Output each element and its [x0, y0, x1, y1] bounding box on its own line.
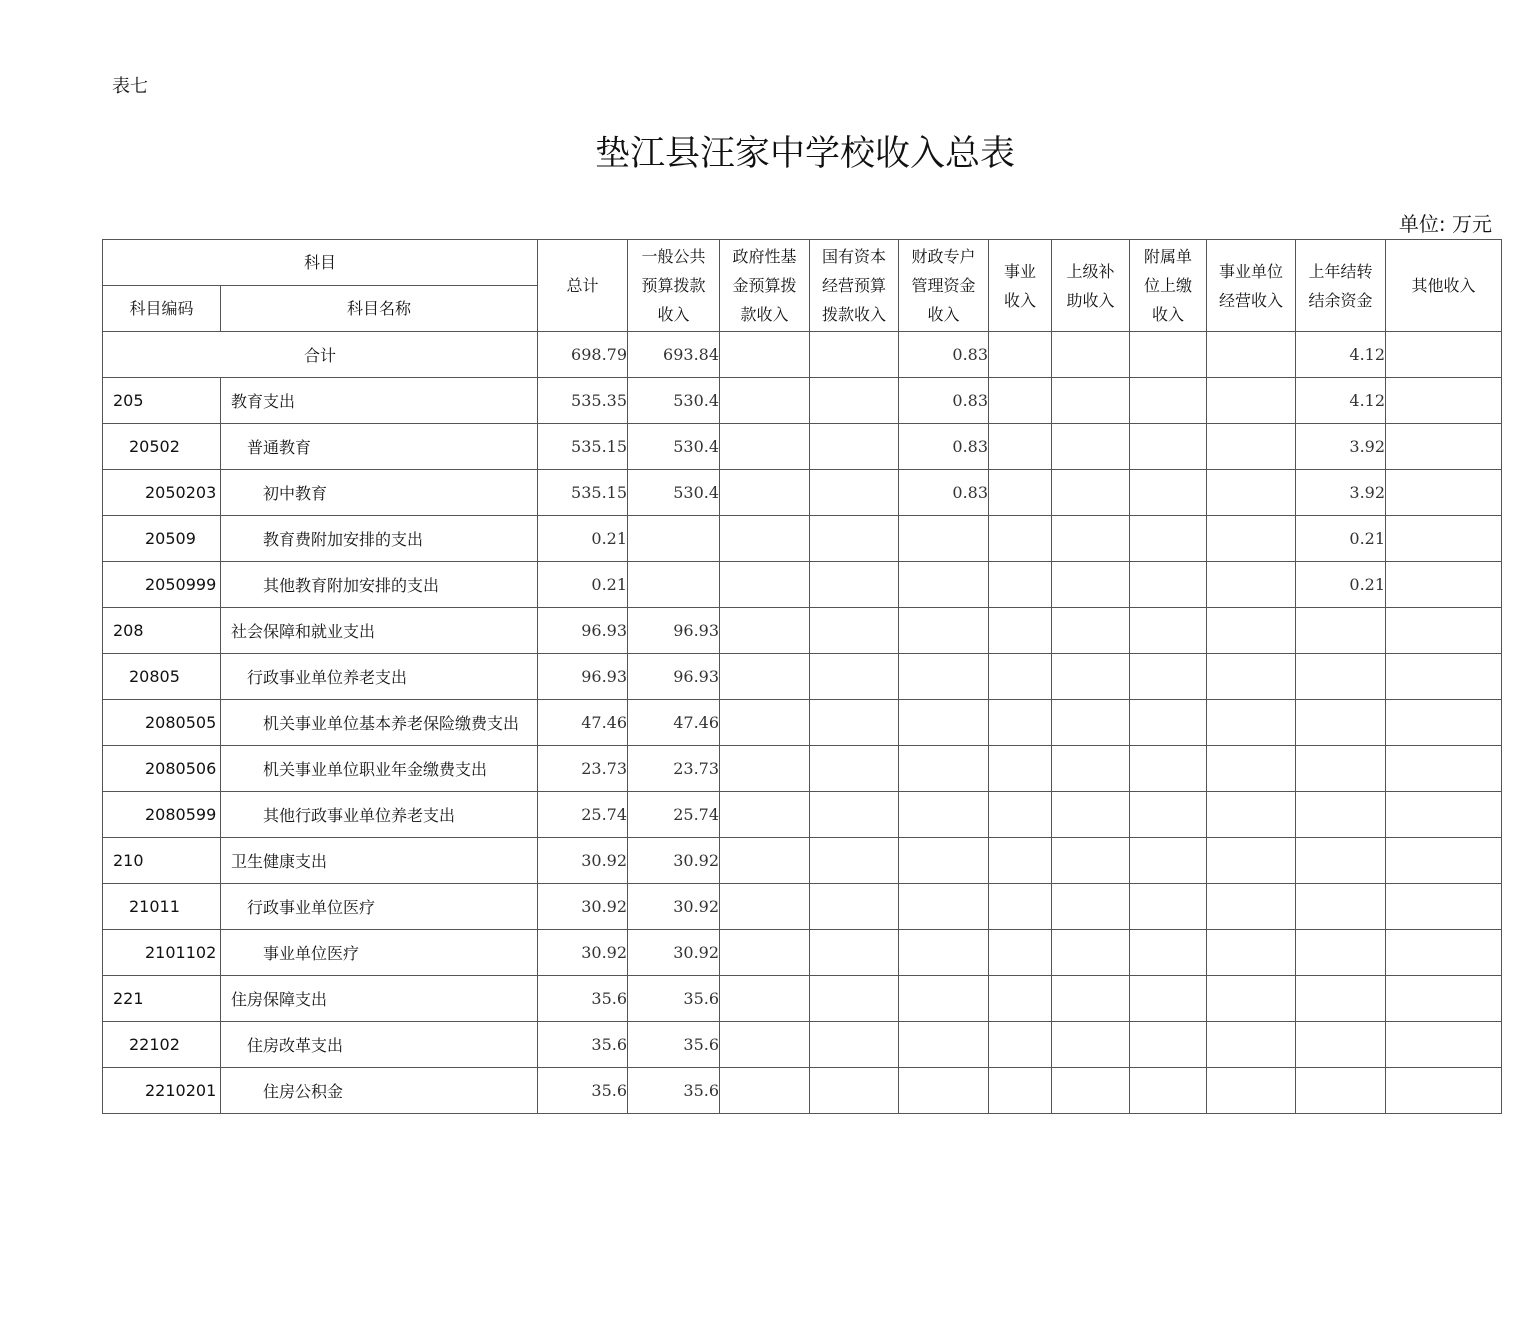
table-row [103, 470, 1502, 516]
cell-superior-subsidy [1052, 608, 1130, 654]
cell-affiliated-remit [1130, 516, 1207, 562]
unit-label: 单位: 万元 [1398, 212, 1492, 236]
header-line: 国有资本 [822, 247, 887, 266]
cell-subject-code: 210 [103, 838, 221, 884]
cell-general-public: 530.4 [628, 470, 720, 516]
cell-state-capital [810, 746, 899, 792]
cell-other-income [1386, 792, 1502, 838]
header-gov-fund-budget [720, 240, 810, 332]
cell-superior-subsidy [1052, 562, 1130, 608]
cell-fiscal-special: 0.83 [899, 378, 989, 424]
cell-business-income [989, 1022, 1052, 1068]
cell-total: 698.79 [538, 332, 628, 378]
cell-state-capital [810, 700, 899, 746]
cell-subject-name: 事业单位医疗 [221, 930, 538, 976]
cell-superior-subsidy [1052, 378, 1130, 424]
cell-unit-operating [1207, 654, 1296, 700]
cell-total: 30.92 [538, 930, 628, 976]
cell-fiscal-special [899, 792, 989, 838]
income-summary-table [102, 239, 1502, 1114]
cell-general-public [628, 562, 720, 608]
cell-subject-code: 221 [103, 976, 221, 1022]
cell-gov-fund [720, 746, 810, 792]
cell-fiscal-special: 0.83 [899, 470, 989, 516]
cell-total: 0.21 [538, 516, 628, 562]
header-line: 收入 [1004, 290, 1037, 310]
cell-affiliated-remit [1130, 608, 1207, 654]
header-line: 事业 [1004, 261, 1037, 281]
cell-general-public: 530.4 [628, 378, 720, 424]
cell-subject-code: 22102 [103, 1022, 221, 1068]
table-row [103, 378, 1502, 424]
table-row [103, 884, 1502, 930]
cell-carryover [1296, 884, 1386, 930]
cell-business-income [989, 838, 1052, 884]
header-state-capital-budget [810, 240, 899, 332]
cell-fiscal-special [899, 976, 989, 1022]
header-subject-name: 科目名称 [221, 286, 538, 332]
header-line: 金预算拨 [732, 276, 797, 295]
cell-affiliated-remit [1130, 378, 1207, 424]
cell-other-income [1386, 838, 1502, 884]
cell-total: 23.73 [538, 746, 628, 792]
cell-subject-code: 2080599 [103, 792, 221, 838]
cell-subject-code: 2080505 [103, 700, 221, 746]
cell-total: 535.15 [538, 470, 628, 516]
cell-gov-fund [720, 792, 810, 838]
cell-subject-name: 教育费附加安排的支出 [221, 516, 538, 562]
cell-subject-name: 卫生健康支出 [221, 838, 538, 884]
cell-fiscal-special: 0.83 [899, 424, 989, 470]
cell-affiliated-remit [1130, 424, 1207, 470]
cell-subject-code: 20805 [103, 654, 221, 700]
cell-other-income [1386, 332, 1502, 378]
cell-general-public: 35.6 [628, 976, 720, 1022]
cell-unit-operating [1207, 562, 1296, 608]
cell-business-income [989, 470, 1052, 516]
cell-carryover: 0.21 [1296, 562, 1386, 608]
cell-subject-code: 205 [103, 378, 221, 424]
cell-superior-subsidy [1052, 332, 1130, 378]
cell-total: 30.92 [538, 838, 628, 884]
cell-subject-name: 初中教育 [221, 470, 538, 516]
cell-state-capital [810, 562, 899, 608]
cell-unit-operating [1207, 930, 1296, 976]
cell-general-public: 693.84 [628, 332, 720, 378]
cell-business-income [989, 608, 1052, 654]
cell-carryover [1296, 976, 1386, 1022]
cell-carryover: 4.12 [1296, 378, 1386, 424]
cell-unit-operating [1207, 838, 1296, 884]
header-line: 拨款收入 [822, 305, 887, 324]
cell-subject-name: 住房改革支出 [221, 1022, 538, 1068]
cell-affiliated-remit [1130, 1068, 1207, 1114]
cell-fiscal-special [899, 608, 989, 654]
cell-gov-fund [720, 424, 810, 470]
cell-gov-fund [720, 976, 810, 1022]
cell-general-public: 530.4 [628, 424, 720, 470]
cell-subject-code: 2210201 [103, 1068, 221, 1114]
cell-fiscal-special [899, 1068, 989, 1114]
cell-subject-name: 机关事业单位基本养老保险缴费支出 [221, 700, 538, 746]
table-row [103, 792, 1502, 838]
cell-gov-fund [720, 470, 810, 516]
cell-general-public: 35.6 [628, 1022, 720, 1068]
cell-business-income [989, 746, 1052, 792]
cell-business-income [989, 884, 1052, 930]
cell-subject-name: 住房公积金 [221, 1068, 538, 1114]
header-line: 结余资金 [1308, 290, 1373, 310]
total-label: 合计 [103, 332, 538, 378]
cell-affiliated-remit [1130, 884, 1207, 930]
cell-subject-code: 2080506 [103, 746, 221, 792]
cell-unit-operating [1207, 332, 1296, 378]
table-row [103, 930, 1502, 976]
cell-subject-name: 其他教育附加安排的支出 [221, 562, 538, 608]
cell-gov-fund [720, 700, 810, 746]
cell-state-capital [810, 1068, 899, 1114]
cell-subject-code: 20502 [103, 424, 221, 470]
cell-gov-fund [720, 1022, 810, 1068]
cell-superior-subsidy [1052, 1068, 1130, 1114]
table-row [103, 1022, 1502, 1068]
cell-general-public: 47.46 [628, 700, 720, 746]
cell-superior-subsidy [1052, 654, 1130, 700]
cell-total: 25.74 [538, 792, 628, 838]
cell-fiscal-special [899, 700, 989, 746]
table-row [103, 654, 1502, 700]
header-other-income: 其他收入 [1386, 240, 1502, 332]
cell-state-capital [810, 884, 899, 930]
cell-other-income [1386, 1068, 1502, 1114]
cell-subject-name: 普通教育 [221, 424, 538, 470]
header-line: 款收入 [740, 305, 789, 324]
cell-carryover [1296, 700, 1386, 746]
cell-total: 96.93 [538, 608, 628, 654]
cell-state-capital [810, 930, 899, 976]
cell-subject-code: 21011 [103, 884, 221, 930]
cell-superior-subsidy [1052, 792, 1130, 838]
cell-fiscal-special [899, 838, 989, 884]
cell-other-income [1386, 516, 1502, 562]
cell-total: 47.46 [538, 700, 628, 746]
cell-state-capital [810, 976, 899, 1022]
table-row [103, 562, 1502, 608]
cell-affiliated-remit [1130, 1022, 1207, 1068]
header-total: 总计 [538, 240, 628, 332]
cell-superior-subsidy [1052, 930, 1130, 976]
cell-unit-operating [1207, 884, 1296, 930]
cell-affiliated-remit [1130, 930, 1207, 976]
cell-general-public [628, 516, 720, 562]
header-general-public-budget [628, 240, 720, 332]
cell-superior-subsidy [1052, 1022, 1130, 1068]
cell-affiliated-remit [1130, 654, 1207, 700]
cell-carryover [1296, 838, 1386, 884]
cell-carryover [1296, 1068, 1386, 1114]
header-affiliated-remittance [1130, 240, 1207, 332]
cell-other-income [1386, 700, 1502, 746]
cell-carryover: 3.92 [1296, 424, 1386, 470]
cell-state-capital [810, 654, 899, 700]
table-row [103, 1068, 1502, 1114]
cell-carryover [1296, 654, 1386, 700]
table-row [103, 424, 1502, 470]
cell-state-capital [810, 470, 899, 516]
cell-subject-name: 其他行政事业单位养老支出 [221, 792, 538, 838]
table-row [103, 516, 1502, 562]
cell-subject-code: 2101102 [103, 930, 221, 976]
cell-subject-name: 行政事业单位养老支出 [221, 654, 538, 700]
cell-affiliated-remit [1130, 746, 1207, 792]
header-line: 经营预算 [822, 276, 887, 295]
header-line: 一般公共 [641, 247, 706, 266]
cell-fiscal-special [899, 654, 989, 700]
cell-other-income [1386, 562, 1502, 608]
page-title: 垫江县汪家中学校收入总表 [594, 134, 1015, 174]
cell-subject-name: 机关事业单位职业年金缴费支出 [221, 746, 538, 792]
header-line: 经营收入 [1219, 290, 1284, 310]
cell-unit-operating [1207, 700, 1296, 746]
header-line: 收入 [657, 305, 690, 324]
cell-business-income [989, 930, 1052, 976]
cell-state-capital [810, 378, 899, 424]
cell-subject-name: 社会保障和就业支出 [221, 608, 538, 654]
cell-carryover [1296, 792, 1386, 838]
cell-other-income [1386, 1022, 1502, 1068]
cell-total: 35.6 [538, 1022, 628, 1068]
cell-unit-operating [1207, 746, 1296, 792]
cell-unit-operating [1207, 470, 1296, 516]
cell-affiliated-remit [1130, 332, 1207, 378]
cell-total: 535.15 [538, 424, 628, 470]
header-unit-operating-income [1207, 240, 1296, 332]
header-fiscal-special-account [899, 240, 989, 332]
cell-total: 35.6 [538, 976, 628, 1022]
header-carryover-funds [1296, 240, 1386, 332]
header-line: 收入 [1152, 305, 1185, 324]
cell-gov-fund [720, 838, 810, 884]
cell-business-income [989, 792, 1052, 838]
cell-gov-fund [720, 562, 810, 608]
cell-affiliated-remit [1130, 976, 1207, 1022]
header-line: 助收入 [1066, 290, 1115, 310]
table-row [103, 838, 1502, 884]
cell-subject-code: 2050999 [103, 562, 221, 608]
cell-superior-subsidy [1052, 516, 1130, 562]
header-subject-code: 科目编码 [103, 286, 221, 332]
cell-carryover: 4.12 [1296, 332, 1386, 378]
cell-state-capital [810, 424, 899, 470]
cell-other-income [1386, 470, 1502, 516]
cell-affiliated-remit [1130, 792, 1207, 838]
total-row [103, 332, 1502, 378]
cell-fiscal-special [899, 516, 989, 562]
cell-general-public: 35.6 [628, 1068, 720, 1114]
cell-business-income [989, 654, 1052, 700]
cell-business-income [989, 332, 1052, 378]
cell-unit-operating [1207, 424, 1296, 470]
header-line: 预算拨款 [641, 276, 706, 295]
cell-unit-operating [1207, 378, 1296, 424]
cell-unit-operating [1207, 976, 1296, 1022]
cell-carryover [1296, 608, 1386, 654]
header-line: 财政专户 [911, 247, 976, 266]
cell-business-income [989, 976, 1052, 1022]
cell-superior-subsidy [1052, 746, 1130, 792]
table-row [103, 608, 1502, 654]
cell-superior-subsidy [1052, 700, 1130, 746]
cell-carryover: 0.21 [1296, 516, 1386, 562]
cell-gov-fund [720, 378, 810, 424]
cell-state-capital [810, 838, 899, 884]
cell-total: 96.93 [538, 654, 628, 700]
cell-general-public: 23.73 [628, 746, 720, 792]
cell-state-capital [810, 516, 899, 562]
cell-state-capital [810, 332, 899, 378]
header-line: 上年结转 [1308, 261, 1373, 281]
cell-business-income [989, 1068, 1052, 1114]
cell-fiscal-special: 0.83 [899, 332, 989, 378]
cell-carryover [1296, 746, 1386, 792]
cell-superior-subsidy [1052, 976, 1130, 1022]
table-row [103, 700, 1502, 746]
cell-carryover [1296, 930, 1386, 976]
cell-subject-code: 20509 [103, 516, 221, 562]
cell-other-income [1386, 654, 1502, 700]
cell-subject-name: 教育支出 [221, 378, 538, 424]
header-business-income [989, 240, 1052, 332]
cell-carryover: 3.92 [1296, 470, 1386, 516]
cell-carryover [1296, 1022, 1386, 1068]
cell-subject-code: 208 [103, 608, 221, 654]
cell-business-income [989, 424, 1052, 470]
cell-general-public: 96.93 [628, 608, 720, 654]
cell-gov-fund [720, 332, 810, 378]
cell-total: 35.6 [538, 1068, 628, 1114]
cell-other-income [1386, 746, 1502, 792]
cell-general-public: 96.93 [628, 654, 720, 700]
cell-superior-subsidy [1052, 838, 1130, 884]
cell-unit-operating [1207, 1022, 1296, 1068]
header-line: 事业单位 [1219, 261, 1284, 281]
header-line: 位上缴 [1144, 276, 1193, 295]
header-subject-group: 科目 [103, 240, 538, 286]
cell-fiscal-special [899, 562, 989, 608]
cell-subject-name: 住房保障支出 [221, 976, 538, 1022]
header-line: 上级补 [1066, 261, 1115, 281]
header-line: 政府性基 [732, 247, 797, 266]
cell-affiliated-remit [1130, 470, 1207, 516]
cell-business-income [989, 700, 1052, 746]
cell-fiscal-special [899, 1022, 989, 1068]
table-row [103, 746, 1502, 792]
cell-gov-fund [720, 930, 810, 976]
cell-superior-subsidy [1052, 470, 1130, 516]
table-row [103, 976, 1502, 1022]
cell-general-public: 30.92 [628, 838, 720, 884]
cell-fiscal-special [899, 930, 989, 976]
table-header [103, 240, 1502, 332]
cell-fiscal-special [899, 884, 989, 930]
cell-general-public: 25.74 [628, 792, 720, 838]
cell-unit-operating [1207, 608, 1296, 654]
cell-unit-operating [1207, 792, 1296, 838]
cell-total: 535.35 [538, 378, 628, 424]
cell-state-capital [810, 1022, 899, 1068]
cell-gov-fund [720, 884, 810, 930]
cell-affiliated-remit [1130, 562, 1207, 608]
header-superior-subsidy [1052, 240, 1130, 332]
cell-other-income [1386, 608, 1502, 654]
cell-subject-name: 行政事业单位医疗 [221, 884, 538, 930]
table-body [103, 332, 1502, 1114]
header-line: 管理资金 [911, 276, 976, 295]
cell-fiscal-special [899, 746, 989, 792]
cell-total: 0.21 [538, 562, 628, 608]
cell-other-income [1386, 378, 1502, 424]
cell-general-public: 30.92 [628, 930, 720, 976]
cell-business-income [989, 516, 1052, 562]
cell-superior-subsidy [1052, 884, 1130, 930]
table-number-label: 表七 [112, 76, 148, 97]
cell-gov-fund [720, 1068, 810, 1114]
cell-other-income [1386, 930, 1502, 976]
cell-total: 30.92 [538, 884, 628, 930]
cell-affiliated-remit [1130, 700, 1207, 746]
header-line: 收入 [927, 305, 960, 324]
cell-other-income [1386, 884, 1502, 930]
cell-subject-code: 2050203 [103, 470, 221, 516]
cell-other-income [1386, 424, 1502, 470]
cell-other-income [1386, 976, 1502, 1022]
cell-general-public: 30.92 [628, 884, 720, 930]
cell-affiliated-remit [1130, 838, 1207, 884]
cell-unit-operating [1207, 1068, 1296, 1114]
header-line: 附属单 [1144, 247, 1193, 266]
cell-gov-fund [720, 608, 810, 654]
cell-state-capital [810, 608, 899, 654]
cell-gov-fund [720, 516, 810, 562]
cell-gov-fund [720, 654, 810, 700]
cell-unit-operating [1207, 516, 1296, 562]
cell-state-capital [810, 792, 899, 838]
cell-business-income [989, 378, 1052, 424]
cell-business-income [989, 562, 1052, 608]
cell-superior-subsidy [1052, 424, 1130, 470]
